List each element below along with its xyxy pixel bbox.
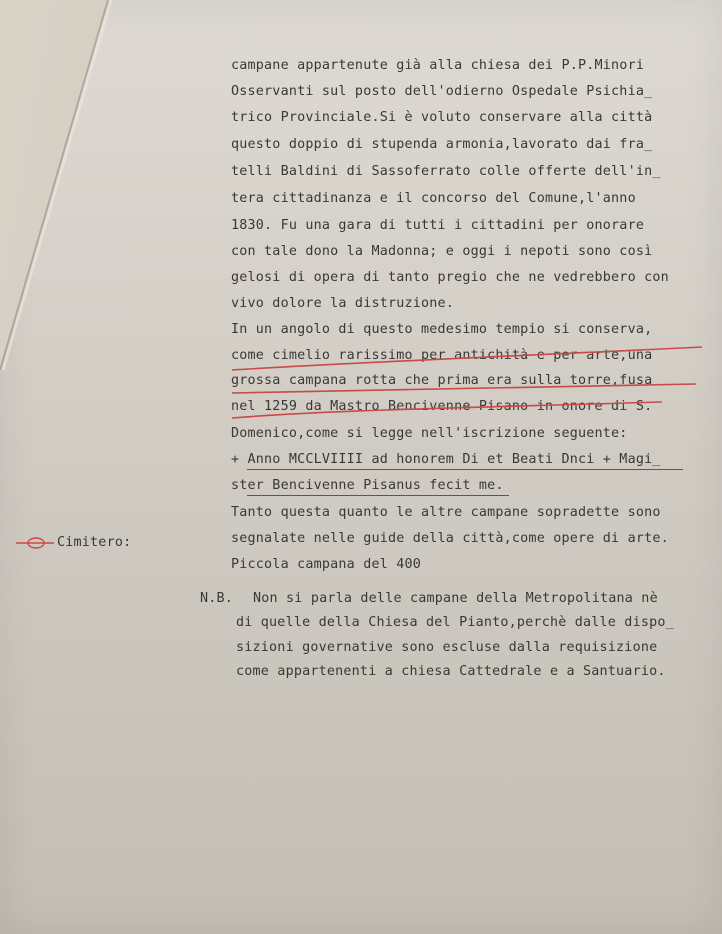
body-line: segnalate nelle guide della città,come opere di arte. <box>231 531 669 546</box>
nb-line: sizioni governative sono escluse dalla requisizione <box>236 640 658 655</box>
side-label-cimitero: Cimitero: <box>57 535 132 550</box>
body-line: campane appartenute già alla chiesa dei P.P.Minori <box>231 58 645 73</box>
nb-line: Non si parla delle campane della Metropolitana nè <box>253 591 658 606</box>
body-line: vivo dolore la distruzione. <box>231 296 455 311</box>
body-line: grossa campana rotta che prima era sulla torre,fusa <box>231 373 653 388</box>
body-line: Tanto questa quanto le altre campane sopradette sono <box>231 505 661 520</box>
red-underline <box>232 384 696 393</box>
body-line: Domenico,come si legge nell'iscrizione seguente: <box>231 426 628 441</box>
body-line: nel 1259 da Mastro Bencivenne Pisano in onore di S. <box>231 399 653 414</box>
body-line: tera cittadinanza e il concorso del Comune,l'anno <box>231 191 636 206</box>
inscription-line: ster Bencivenne Pisanus fecit me. <box>231 478 504 493</box>
body-line: con tale dono la Madonna; e oggi i nepoti sono così <box>231 244 653 259</box>
body-line: come cimelio rarissimo per antichità e per arte,una <box>231 348 653 363</box>
nb-line: di quelle della Chiesa del Pianto,perchè dalle dispo_ <box>236 615 674 630</box>
body-line: trico Provinciale.Si è voluto conservare alla città <box>231 110 653 125</box>
body-line: gelosi di opera di tanto pregio che ne vedrebbero con <box>231 270 669 285</box>
red-underline <box>232 402 662 418</box>
red-margin-mark-icon <box>14 536 56 550</box>
body-line: Osservanti sul posto dell'odierno Ospedale Psichia_ <box>231 84 653 99</box>
nb-line: come appartenenti a chiesa Cattedrale e a Santuario. <box>236 664 666 679</box>
body-line: 1830. Fu una gara di tutti i cittadini per onorare <box>231 218 645 233</box>
body-line: questo doppio di stupenda armonia,lavorato dai fra_ <box>231 137 653 152</box>
body-line: Piccola campana del 400 <box>231 557 422 572</box>
nb-label: N.B. <box>200 591 234 606</box>
body-line: telli Baldini di Sassoferrato colle offerte dell'in_ <box>231 164 661 179</box>
red-underline <box>232 347 702 370</box>
body-line: In un angolo di questo medesimo tempio si conserva, <box>231 322 653 337</box>
inscription-line: + Anno MCCLVIIII ad honorem Di et Beati Dnci + Magi_ <box>231 452 661 467</box>
